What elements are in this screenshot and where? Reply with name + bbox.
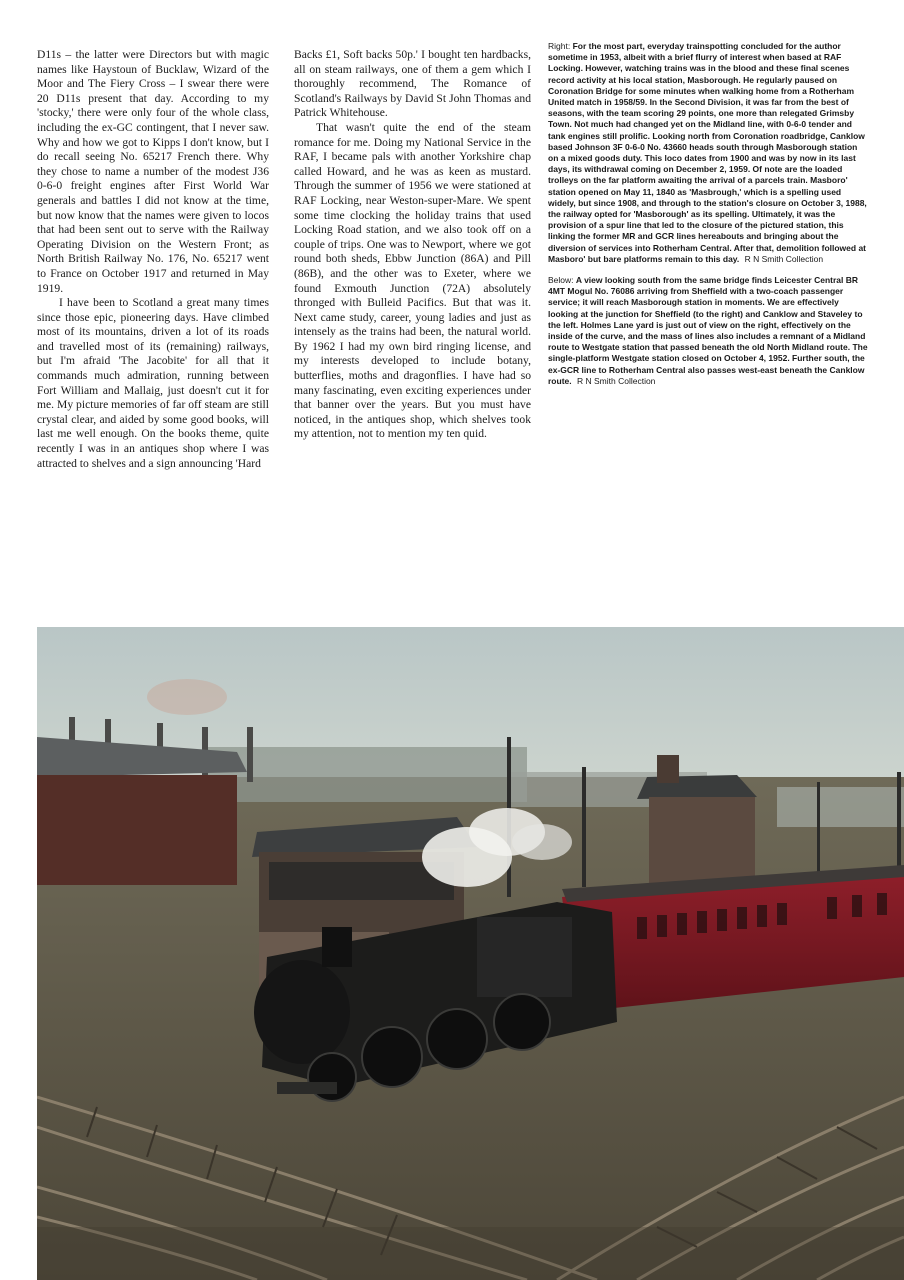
photo-credit: R N Smith Collection [744,253,824,264]
article-paragraph: I have been to Scotland a great many times since those epic, pioneering days. Have climbed most of its mountains, driven a lot of its roads and travelled most of its (remaining) railways, but I'm afraid 'The Jacobite' for all that it commands much admiration, running between Fort William and Mallaig, just doesn't cut it for me. My picture memories of far off steam are still crystal clear, and aided by some good books, will last me well enough. On the books theme, quite recently I was in an antiques shop where I was attracted to shelves and a sign announcing 'Hard [37,296,269,470]
article-column-1 [37,48,269,471]
photo-credit: R N Smith Collection [577,375,656,386]
article-paragraph: Backs £1, Soft backs 50p.' I bought ten hardbacks, all on steam railways, one of them a gem which I thoroughly recommend, The Romance of Scotland's Railways by David St John Thomas and Patrick Whitehouse. [294,48,531,120]
photo-illustration [37,627,904,1280]
caption-body: For the most part, everyday trainspotting concluded for the author sometime in 1953, albeit with a brief flurry of interest when based at RAF Locking. However, watching trains was in the blood and these final scenes record activity at his local station, Masborough. He regularly paused on Coronation Bridge for some minutes when walking home from a Rotherham United match in 1958/59. In the Second Division, it was far from the best of seasons, with the team scoring 29 points, one more than relegated Grimsby Town. Not much had changed yet on the Midland line, with 0-6-0 tender and tank engines still prolific. Looking north from Coronation roadbridge, Canklow based Johnson 3F 0-6-0 No. 43660 heads south through Masborough station on a mixed goods duty. This loco dates from 1900 and was by now in its last days, its withdrawal coming on December 2, 1959. Of note are the loaded trolleys on the far platform awaiting the arrival of a parcels train. Masboro' station opened on May 11, 1840 as 'Masbrough,' which is a spelling used widely, but since 1908, and through to the station's closure on October 3, 1988, the railway opted for 'Masborough' as its spelling. Ultimately, it was the provision of a spur line that led to the closure of the pictured station, this linking the former MR and GCR lines hereabouts and bringing about the diversion of services into Rotherham Central. After that, demolition followed at Masboro' but bare platforms remain to this day. [548,41,867,264]
caption-lead: Right: [548,41,571,51]
caption-body: A view looking south from the same bridge finds Leicester Central BR 4MT Mogul No. 76086 arriving from Sheffield with a two-coach passenger service; it will reach Masborough station in moments. We are effectively looking at the junction for Sheffield (to the right) and Canklow and Staveley to the left. Holmes Lane yard is just out of view on the right, effectively on the inside of the curve, and the mass of lines also includes a remnant of a Midland route to Westgate station that passed beneath the old North Midland route. The single-platform Westgate station closed on October 4, 1952. Further south, the ex-GCR line to Rotherham Central also passes west-east beneath the Canklow route. [548,275,868,386]
article-paragraph: That wasn't quite the end of the steam romance for me. Doing my National Service in the RAF, I became pals with another Yorkshire chap called Howard, and he was as keen as mustard. Through the summer of 1956 we were stationed at RAF Locking, near Weston-super-Mare. We spent some time clocking the holiday trains that used Locking Road station, and we also took off on a couple of trips. One was to Newport, where we got round both sheds, Ebbw Junction (86A) and Pill (86B), and the other was to Exeter, where we found Exmouth Junction (72A) absolutely thronged with Bulleid Pacifics. But that was it. Next came study, career, young ladies and just as intensely as the trains had been, the natural world. By 1962 I had my own bird ringing license, and my interests developed to include botany, butterflies, moths and dragonflies. I have had so many fascinating, even exciting experiences under that banner over the years. But you must have noticed, in the antiques shop, which shelves took my attention, not to mention my ten quid. [294,120,531,441]
article-paragraph: D11s – the latter were Directors but with magic names like Haystoun of Bucklaw, Wizard of the Moor and The Fiery Cross – I swear there were 20 D11s present that day. According to my 'stocky,' there were only four of the whole class, including the ex-GC contingent, that I never saw. Why and how we got to Kipps I don't know, but I do recall seeing No. 65217 French there. Why they chose to name a number of the modest J36 0-6-0 freight engines after First World War generals and battles I did not know at the time, but now know that the names were given to locos that had been sent out to serve with the Railway Operating Division on the Western Front; as North British Railway No. 176, No. 65217 went to France on October 1917 and returned in May 1919. [37,48,269,295]
caption-lead: Below: [548,275,574,286]
railway-photograph [37,627,904,1280]
caption-column [548,41,870,397]
article-column-2 [294,48,531,442]
caption-below [548,275,870,387]
caption-right [548,41,870,265]
